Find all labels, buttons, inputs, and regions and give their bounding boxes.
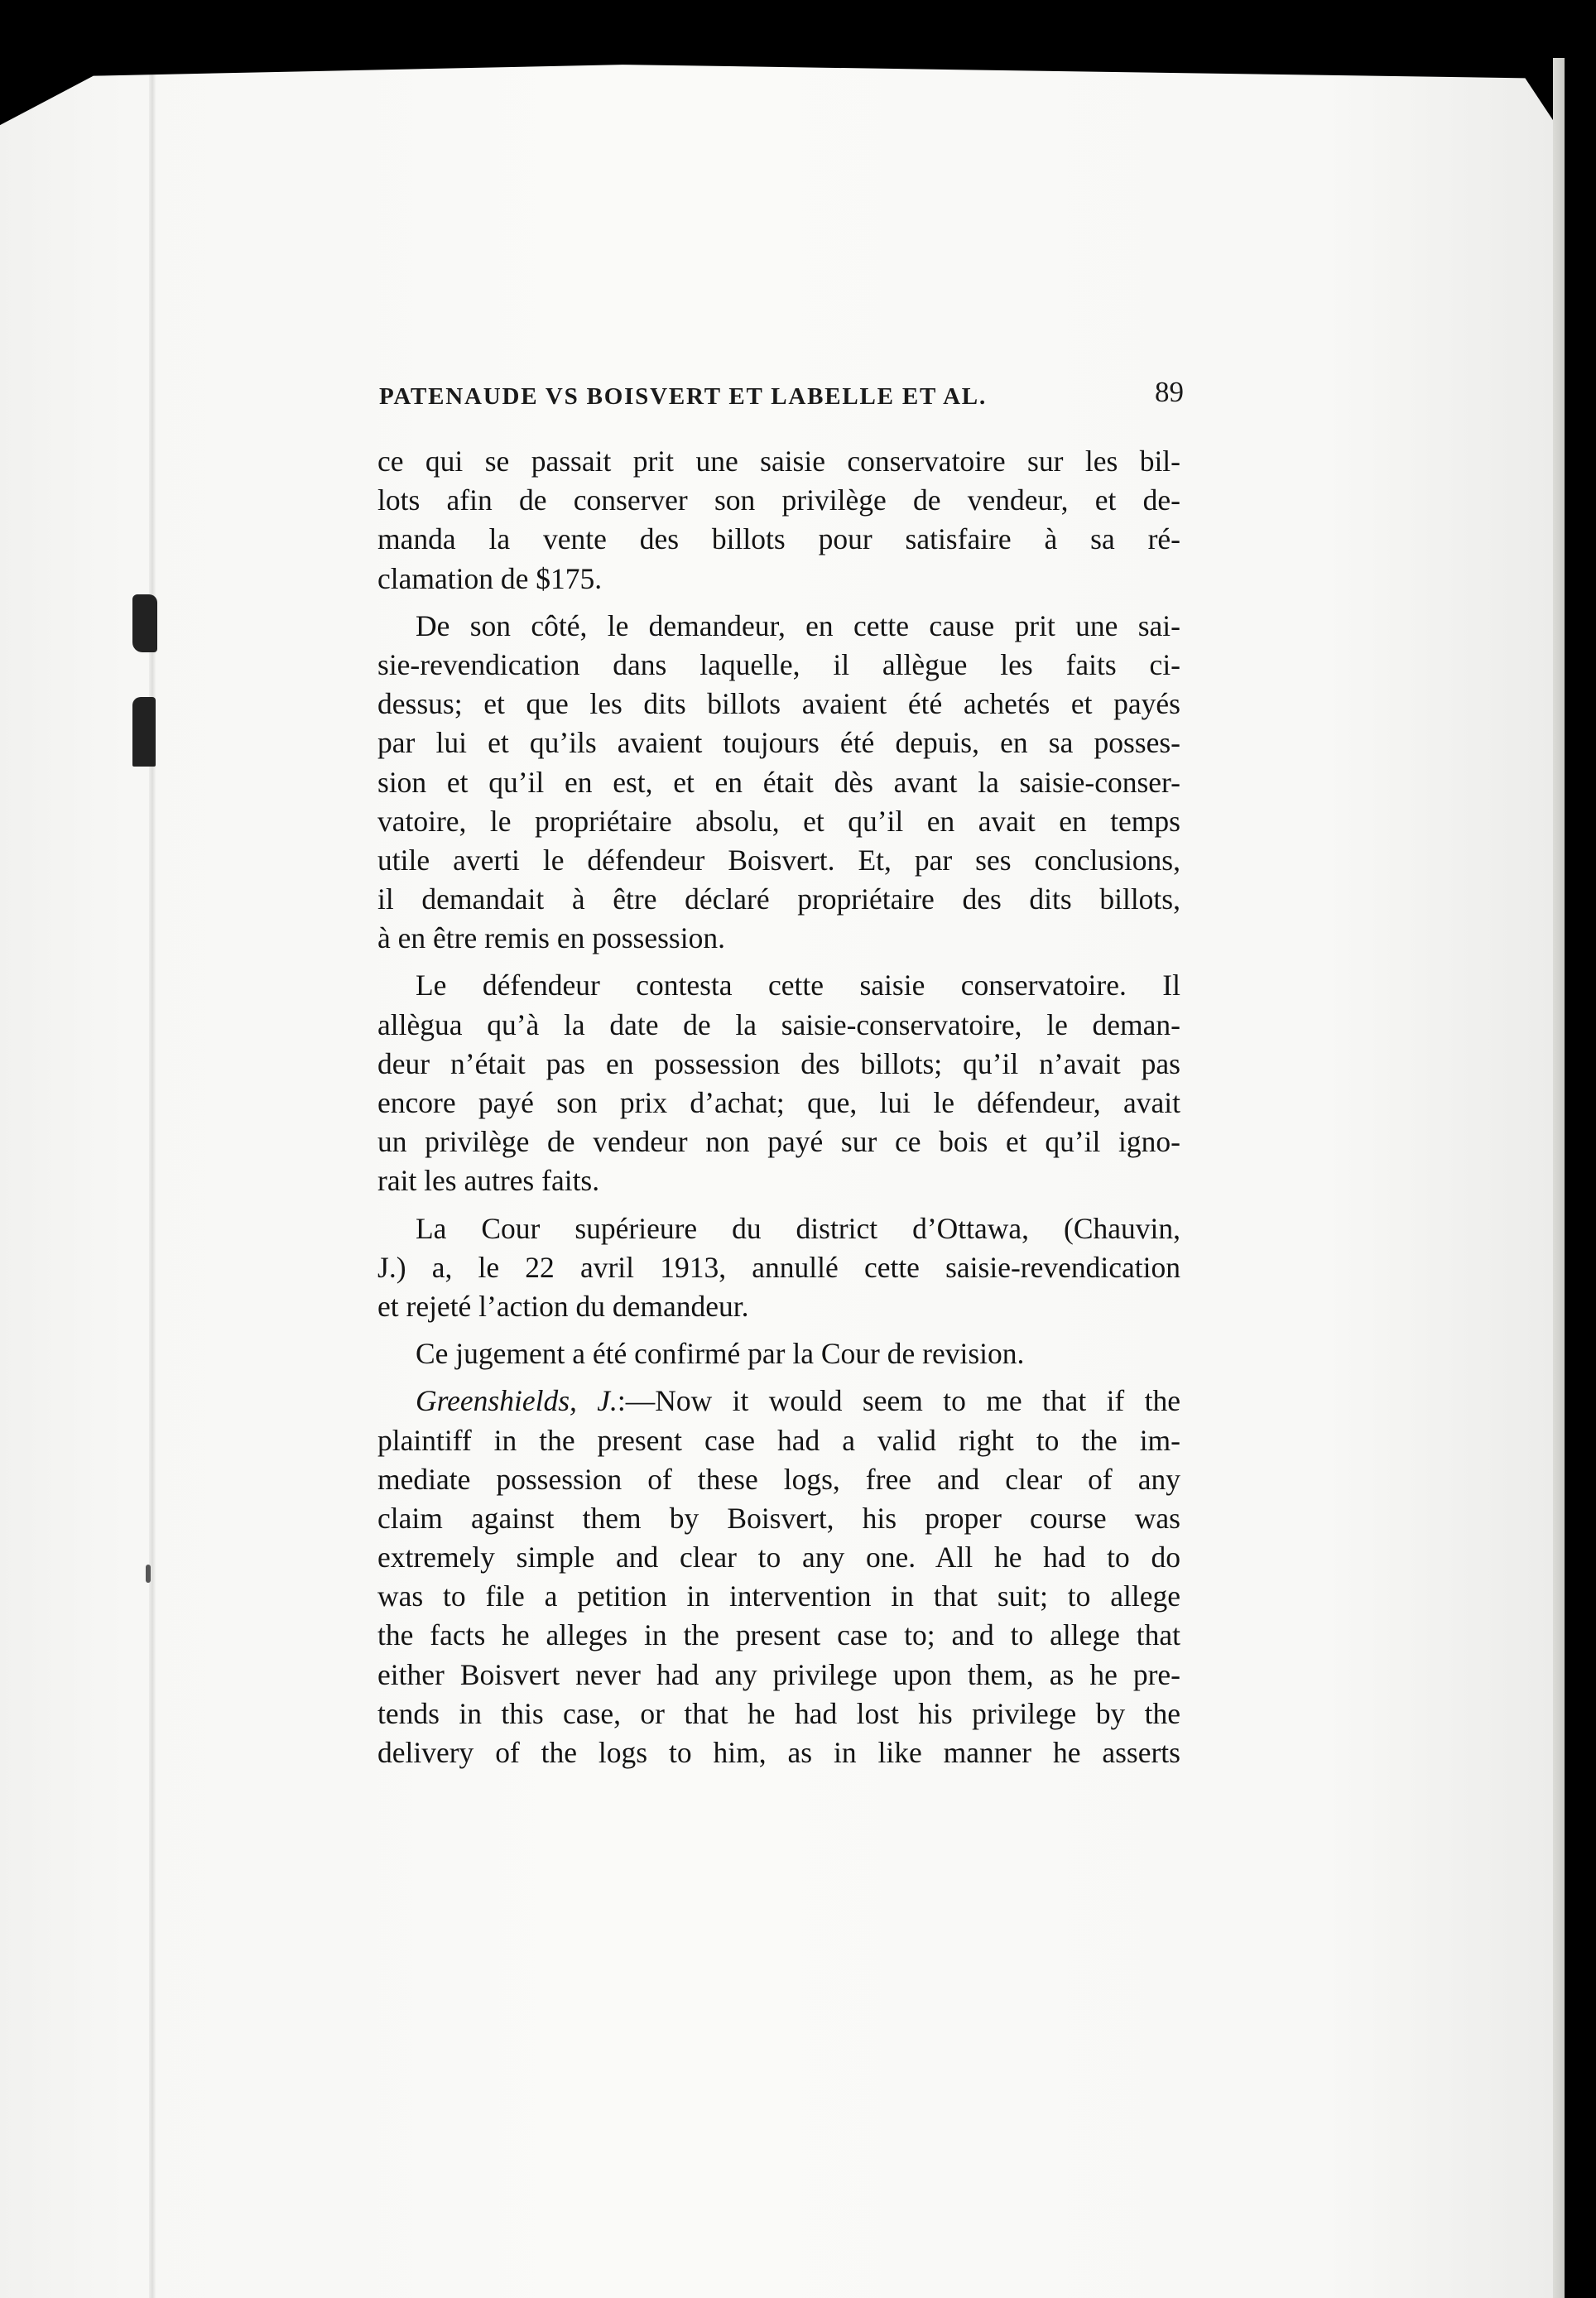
text-run: :—Now it would seem to me that if the [617, 1384, 1180, 1418]
paragraph [377, 607, 1180, 959]
page-number: 89 [1155, 376, 1184, 408]
text-line: par lui et qu’ils avaient toujours été depuis, en sa posses- [377, 726, 1180, 760]
text-line: un privilège de vendeur non payé sur ce bois et qu’il igno- [377, 1125, 1180, 1159]
text-line: claim against them by Boisvert, his proper course was [377, 1501, 1180, 1535]
text-line: et rejeté l’action du demandeur. [377, 1289, 749, 1323]
text-line: sie-revendication dans laquelle, il allègue les faits ci- [377, 647, 1180, 681]
text-line: mediate possession of these logs, free and clear of any [377, 1462, 1180, 1496]
text-line: either Boisvert never had any privilege upon them, as he pre- [377, 1657, 1180, 1691]
judge-name: Greenshields, J. [416, 1384, 618, 1418]
text-line: was to file a petition in intervention in that suit; to allege [377, 1579, 1180, 1613]
binding-fold [149, 58, 156, 2298]
paragraph [377, 966, 1180, 1200]
binding-mark [132, 594, 157, 652]
text-line: clamation de $175. [377, 561, 603, 595]
text-line: tends in this case, or that he had lost his privilege by the [377, 1696, 1180, 1730]
text-line: il demandait à être déclaré propriétaire des dits billots, [377, 882, 1180, 916]
text-line: deur n’était pas en possession des billots; qu’il n’avait pas [377, 1046, 1180, 1080]
text-line: De son côté, le demandeur, en cette cause prit une sai- [416, 608, 1180, 642]
text-line: allègua qu’à la date de la saisie-conservatoire, le deman- [377, 1007, 1180, 1041]
text-line: rait les autres faits. [377, 1164, 600, 1198]
text-line: à en être remis en possession. [377, 921, 725, 955]
page-edge [1553, 58, 1565, 2298]
paragraph [377, 1209, 1180, 1327]
text-line: utile averti le défendeur Boisvert. Et, par ses conclusions, [377, 843, 1180, 877]
text-line: J.) a, le 22 avril 1913, annullé cette saisie-revendication [377, 1250, 1180, 1284]
paragraph [377, 1382, 1180, 1772]
text-line: delivery of the logs to him, as in like manner he asserts [377, 1736, 1180, 1769]
running-head-title: PATENAUDE VS BOISVERT ET LABELLE ET AL. [379, 383, 987, 410]
text-line: Le défendeur contesta cette saisie conservatoire. Il [416, 969, 1180, 1002]
text-line: encore payé son prix d’achat; que, lui le défendeur, avait [377, 1086, 1180, 1119]
text-line: sion et qu’il en est, et en était dès avant la saisie-conser- [377, 765, 1180, 799]
text-line: Ce jugement a été confirmé par la Cour de revision. [416, 1337, 1025, 1371]
text-line: manda la vente des billots pour satisfaire à sa ré- [377, 522, 1180, 556]
running-head [377, 373, 1184, 414]
binding-mark [146, 1565, 151, 1583]
text-line: dessus; et que les dits billots avaient été achetés et payés [377, 687, 1180, 721]
text-line: lots afin de conserver son privilège de vendeur, et de- [377, 483, 1180, 517]
paragraph [377, 1334, 1180, 1373]
text-line: the facts he alleges in the present case to; and to allege that [377, 1618, 1180, 1652]
paragraph [377, 442, 1180, 599]
binding-mark [132, 697, 156, 767]
text-line: extremely simple and clear to any one. All he had to do [377, 1541, 1180, 1574]
text-line: ce qui se passait prit une saisie conservatoire sur les bil- [377, 445, 1180, 478]
page-body [377, 373, 1184, 1781]
text-line [377, 1382, 1180, 1421]
text-line: La Cour supérieure du district d’Ottawa, (Chauvin, [416, 1211, 1180, 1245]
text-line: vatoire, le propriétaire absolu, et qu’il en avait en temps [377, 804, 1180, 838]
text-line: plaintiff in the present case had a valid right to the im- [377, 1423, 1180, 1457]
